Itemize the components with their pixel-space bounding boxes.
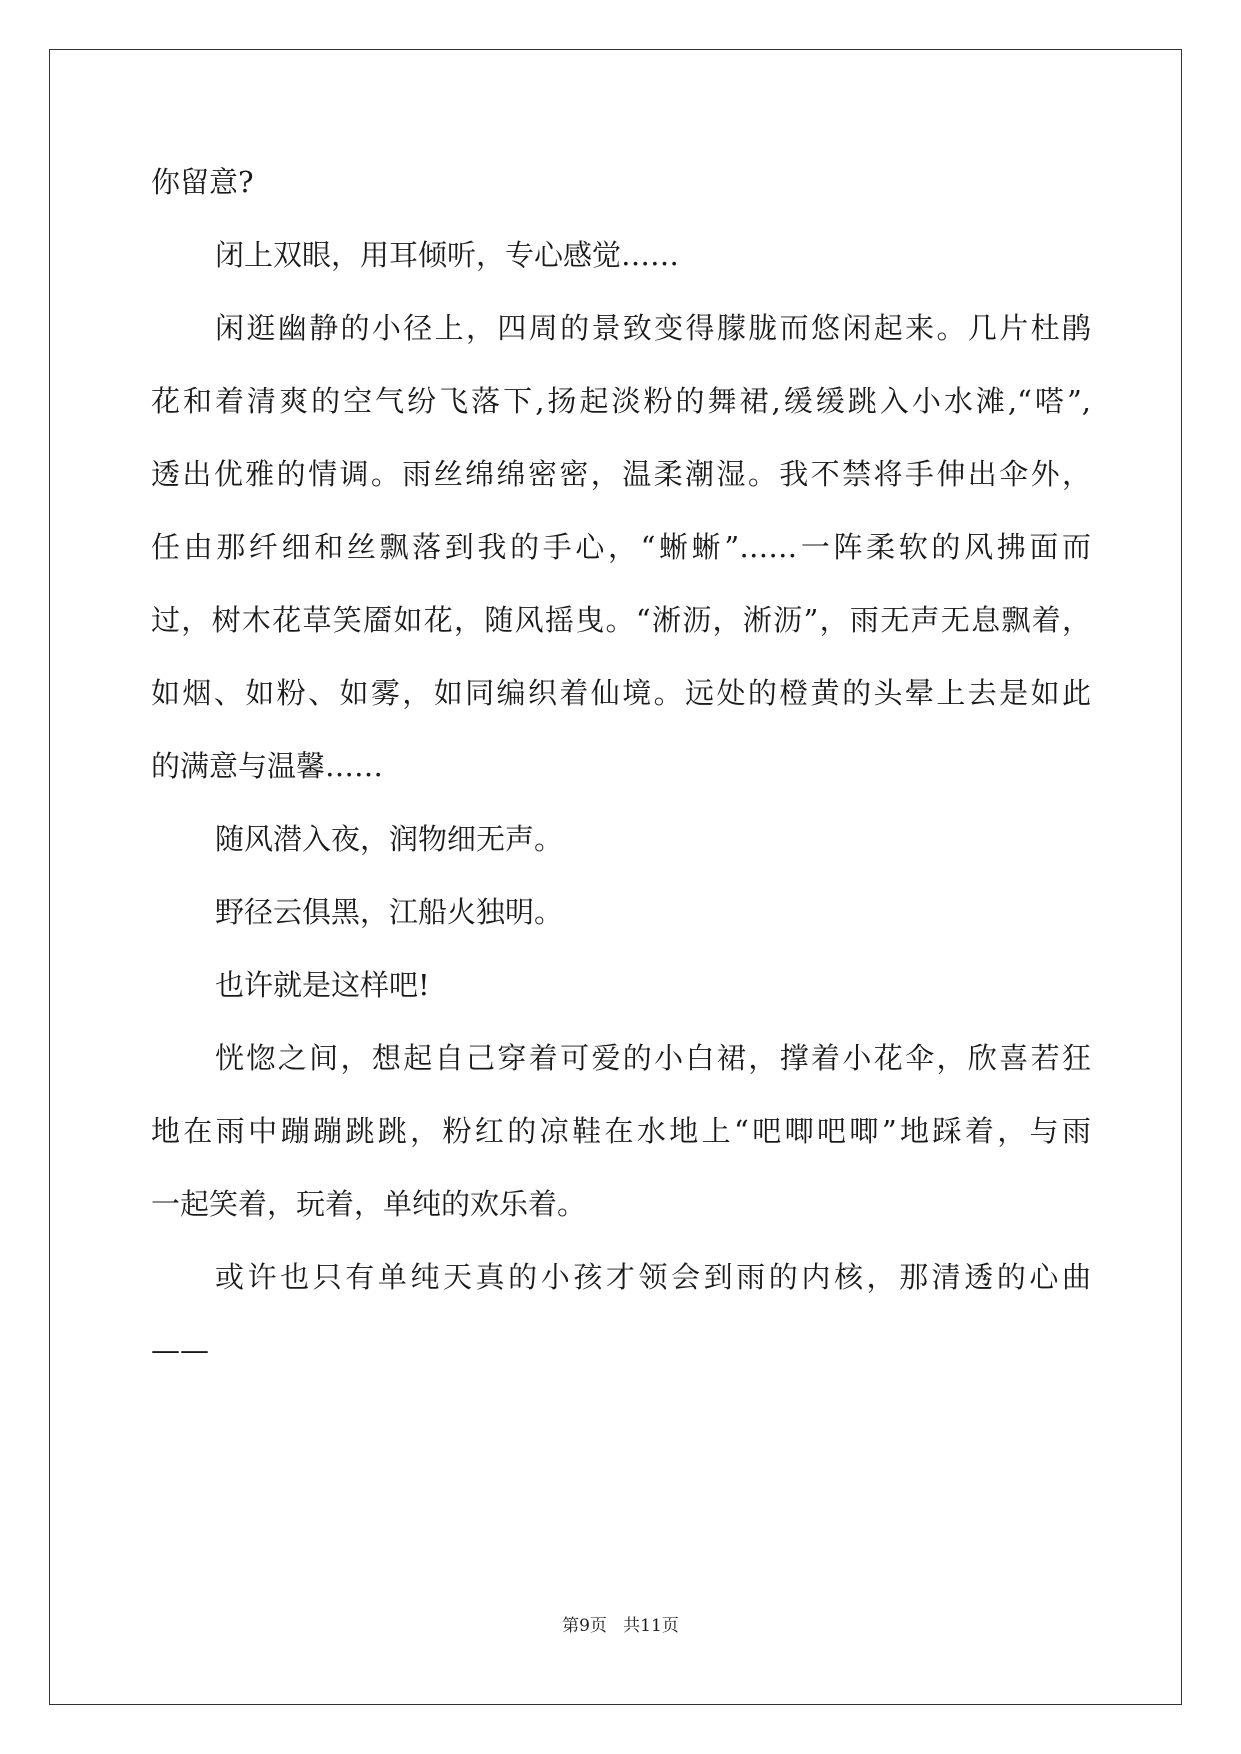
- text-line: 也许就是这样吧!: [215, 968, 430, 1002]
- text-line: 随风潜入夜，润物细无声。: [215, 822, 564, 856]
- text-line: 任由那纤细和丝飘落到我的手心，“蜥蜥”……一阵柔软的风拂面而: [151, 530, 1091, 564]
- text-line: 或许也只有单纯天真的小孩才领会到雨的内核，那清透的心曲: [215, 1260, 1091, 1294]
- text-line: 的满意与温馨……: [151, 749, 384, 783]
- text-line: 恍惚之间，想起自己穿着可爱的小白裙，撑着小花伞，欣喜若狂: [215, 1041, 1091, 1075]
- text-line: 一起笑着，玩着，单纯的欢乐着。: [151, 1187, 587, 1221]
- text-line: 闲逛幽静的小径上，四周的景致变得朦胧而悠闲起来。几片杜鹃: [215, 311, 1091, 345]
- page-number: 第9页 共11页: [562, 1616, 679, 1636]
- text-line: 地在雨中蹦蹦跳跳，粉红的凉鞋在水地上“吧唧吧唧”地踩着，与雨: [151, 1114, 1091, 1148]
- text-line: 透出优雅的情调。雨丝绵绵密密，温柔潮湿。我不禁将手伸出伞外，: [151, 457, 1091, 491]
- document-body: [151, 162, 1091, 1403]
- text-line: 如烟、如粉、如雾，如同编织着仙境。远处的橙黄的头晕上去是如此: [151, 676, 1091, 710]
- text-line: 花和着清爽的空气纷飞落下,扬起淡粉的舞裙,缓缓跳入小水滩,“嗒”,: [151, 384, 1091, 418]
- text-line: 你留意?: [151, 165, 254, 199]
- text-line: 野径云俱黑，江船火独明。: [215, 895, 564, 929]
- text-line: ——: [151, 1333, 209, 1367]
- text-line: 闭上双眼，用耳倾听，专心感觉……: [215, 238, 680, 272]
- text-line: 过，树木花草笑靥如花，随风摇曳。“淅沥，淅沥”，雨无声无息飘着，: [151, 603, 1091, 637]
